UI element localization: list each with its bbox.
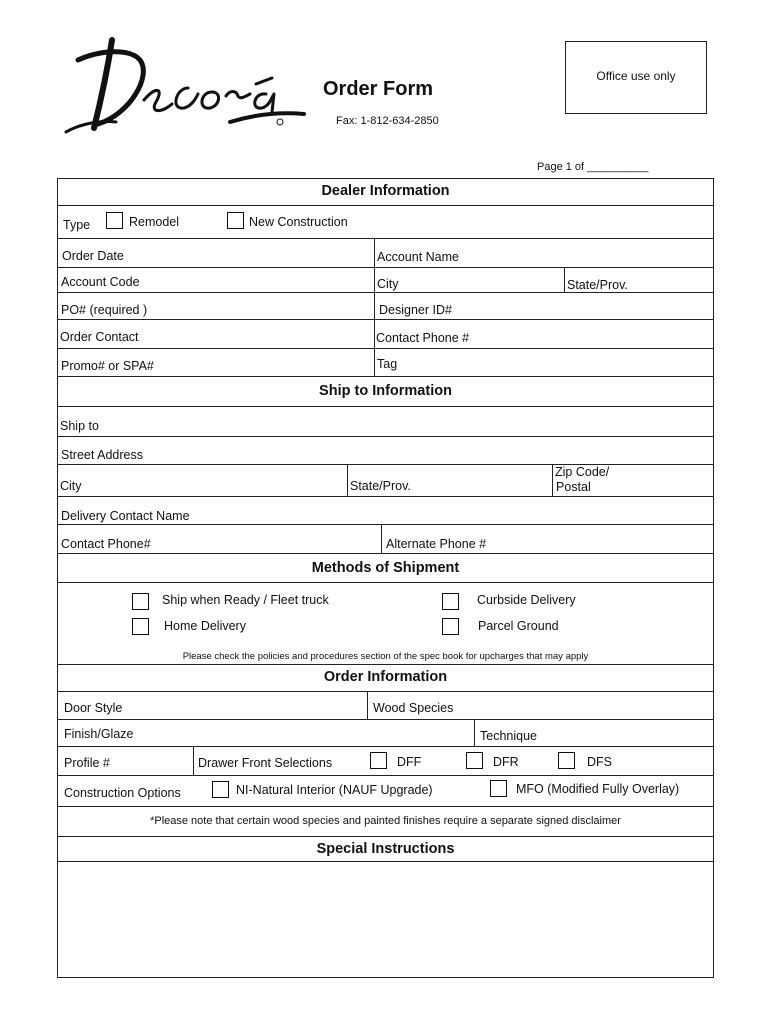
divider — [58, 553, 713, 554]
order-info-heading: Order Information — [323, 669, 448, 685]
order-date-label: Order Date — [62, 249, 124, 263]
decora-logo — [60, 36, 310, 136]
form-title: Order Form — [323, 78, 434, 100]
account-name-label: Account Name — [377, 250, 459, 264]
home-delivery-checkbox[interactable] — [132, 618, 149, 635]
account-code-label: Account Code — [61, 275, 140, 289]
office-use-box — [565, 41, 707, 114]
divider — [58, 582, 713, 583]
curbside-delivery-checkbox[interactable] — [442, 593, 459, 610]
divider — [193, 746, 194, 775]
remodel-label: Remodel — [129, 215, 180, 229]
special-instructions-heading: Special Instructions — [316, 841, 455, 857]
dealer-city-label: City — [377, 277, 399, 291]
ship-when-ready-label: Ship when Ready / Fleet truck — [162, 593, 329, 607]
designer-id-label: Designer ID# — [379, 303, 452, 317]
profile-label: Profile # — [64, 756, 110, 770]
tag-label: Tag — [377, 357, 398, 371]
promo-label: Promo# or SPA# — [61, 359, 154, 373]
ni-natural-label: NI-Natural Interior (NAUF Upgrade) — [236, 783, 433, 797]
dff-checkbox[interactable] — [370, 752, 387, 769]
street-address-label: Street Address — [61, 448, 143, 462]
dealer-contact-phone-label: Contact Phone # — [376, 331, 470, 345]
street-address-field[interactable] — [58, 437, 713, 464]
divider — [58, 806, 713, 807]
ship-to-field[interactable] — [58, 407, 713, 436]
dealer-info-heading: Dealer Information — [321, 183, 450, 199]
parcel-ground-checkbox[interactable] — [442, 618, 459, 635]
divider — [58, 775, 713, 776]
ship-city-label: City — [60, 479, 82, 493]
disclaimer-note: *Please note that certain wood species and painted finishes require a separate signed disclaimer — [150, 815, 621, 827]
drawer-front-label: Drawer Front Selections — [198, 756, 333, 770]
office-use-label: Office use only — [596, 69, 676, 83]
ship-contact-phone-label: Contact Phone# — [61, 537, 151, 551]
alternate-phone-label: Alternate Phone # — [386, 537, 487, 551]
wood-species-label: Wood Species — [373, 701, 454, 715]
mfo-label: MFO (Modified Fully Overlay) — [516, 782, 680, 796]
type-label: Type — [63, 218, 91, 232]
logo-script-graphic — [60, 36, 310, 136]
ship-city-field[interactable] — [58, 465, 347, 496]
zip-code-label-line2: Postal — [556, 480, 591, 494]
finish-glaze-label: Finish/Glaze — [64, 727, 134, 741]
new-construction-label: New Construction — [249, 215, 348, 229]
dff-label: DFF — [397, 755, 422, 769]
tag-field[interactable] — [375, 349, 713, 376]
technique-label: Technique — [480, 729, 537, 743]
divider — [58, 664, 713, 665]
remodel-checkbox[interactable] — [106, 212, 123, 229]
divider — [58, 836, 713, 837]
dfr-checkbox[interactable] — [466, 752, 483, 769]
construction-options-label: Construction Options — [64, 786, 181, 800]
fax-number: Fax: 1-812-634-2850 — [336, 115, 439, 127]
po-number-label: PO# (required ) — [61, 303, 148, 317]
mfo-checkbox[interactable] — [490, 780, 507, 797]
curbside-delivery-label: Curbside Delivery — [477, 593, 576, 607]
special-instructions-field[interactable] — [58, 862, 713, 977]
dealer-city-field[interactable] — [375, 268, 564, 292]
delivery-contact-label: Delivery Contact Name — [61, 509, 190, 523]
dfs-label: DFS — [587, 755, 612, 769]
divider — [58, 376, 713, 377]
divider — [58, 205, 713, 206]
shipment-methods-heading: Methods of Shipment — [311, 560, 460, 576]
order-contact-label: Order Contact — [60, 330, 139, 344]
ship-to-label: Ship to — [60, 419, 99, 433]
parcel-ground-label: Parcel Ground — [478, 619, 559, 633]
door-style-label: Door Style — [64, 701, 123, 715]
dfs-checkbox[interactable] — [558, 752, 575, 769]
zip-code-label-line1: Zip Code/ — [555, 465, 610, 479]
ni-natural-checkbox[interactable] — [212, 781, 229, 798]
ship-state-label: State/Prov. — [350, 479, 411, 493]
dfr-label: DFR — [493, 755, 519, 769]
ship-info-heading: Ship to Information — [319, 383, 452, 399]
home-delivery-label: Home Delivery — [164, 619, 246, 633]
page-number-label: Page 1 of __________ — [537, 161, 649, 173]
upcharge-note: Please check the policies and procedures section of the spec book for upcharges that may apply — [182, 651, 589, 662]
ship-when-ready-checkbox[interactable] — [132, 593, 149, 610]
dealer-state-label: State/Prov. — [567, 278, 628, 292]
new-construction-checkbox[interactable] — [227, 212, 244, 229]
